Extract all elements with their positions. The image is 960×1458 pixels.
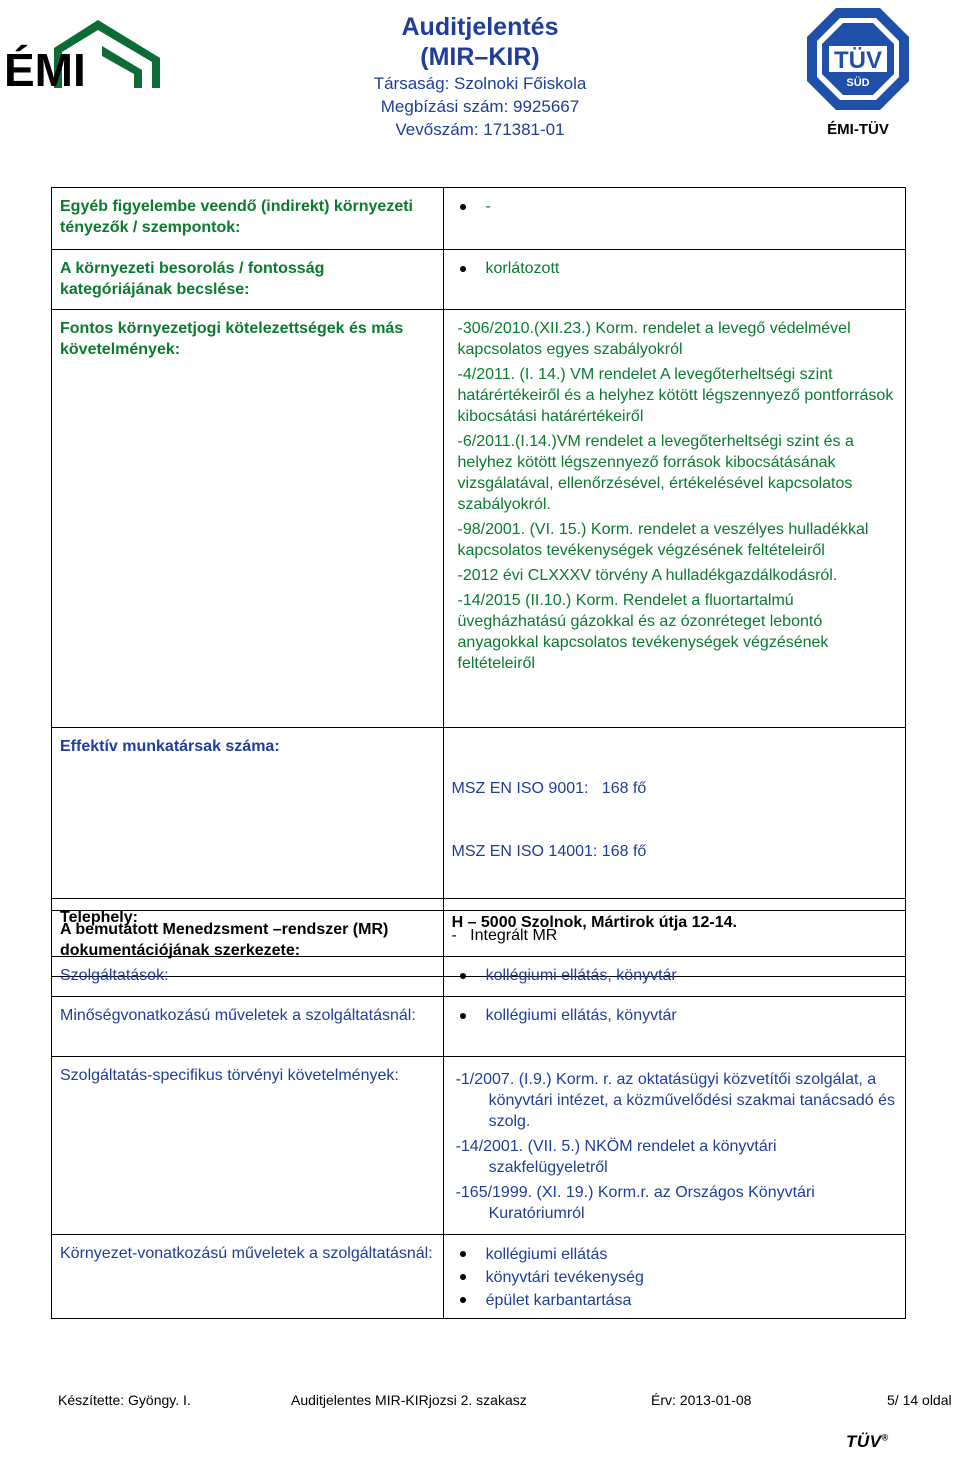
row-value: [443, 310, 905, 728]
footer-author: Készítette: Gyöngy. I.: [58, 1392, 191, 1408]
row-label: A környezeti besorolás / fontosság kategóriájának becslése:: [52, 250, 444, 310]
table-row: [52, 957, 906, 997]
tuv-sud-logo-icon: [805, 6, 911, 140]
table-row: [52, 188, 906, 250]
report-subtitle: (MIR–KIR): [420, 43, 540, 71]
page-header: [0, 0, 960, 160]
row-label: Környezet-vonatkozású műveletek a szolgáltatásnál:: [52, 1235, 444, 1319]
row-value: [443, 1057, 905, 1235]
list-item: -: [452, 196, 897, 217]
footer-document: Auditjelentes MIR-KIRjozsi 2. szakasz: [291, 1392, 527, 1408]
site-value: H – 5000 Szolnok, Mártirok útja 12-14.: [443, 899, 905, 957]
row-label: Egyéb figyelembe veendő (indirekt) környezeti tényezők / szempontok:: [52, 188, 444, 250]
row-value: [443, 728, 905, 911]
list-item: épület karbantartása: [452, 1289, 897, 1312]
row-value: [443, 250, 905, 310]
table-row: [52, 997, 906, 1057]
footer-valid-date: Érv: 2013-01-08: [651, 1392, 752, 1408]
company-line: Társaság: Szolnoki Főiskola: [373, 74, 587, 93]
regulation-item: -14/2015 (II.10.) Korm. Rendelet a fluortartalmú üvegházhatású gázokkal és az ózonréteget lebontó anyagokkal kapcsolatos tevékenységek végzésének feltételeiről: [457, 592, 829, 672]
report-title: Auditjelentés: [401, 13, 559, 41]
row-value: - Integrált MR: [443, 911, 905, 977]
row-label: Effektív munkatársak száma:: [52, 728, 444, 911]
site-table: [51, 898, 906, 1319]
emi-logo-icon: [2, 18, 162, 90]
tuv-footer-text: TÜV: [846, 1432, 882, 1451]
table-row: [52, 250, 906, 310]
table-row: [52, 310, 906, 728]
footer-page-number: 5/ 14 oldal: [887, 1392, 952, 1408]
svg-text:ÉMI-TÜV: ÉMI-TÜV: [827, 121, 889, 138]
regulation-item: -2012 évi CLXXXV törvény A hulladékgazdálkodásról.: [457, 567, 838, 584]
table-row: [52, 899, 906, 957]
row-label: Fontos környezetjogi kötelezettségek és más követelmények:: [52, 310, 444, 728]
regulation-item: -14/2001. (VII. 5.) NKÖM rendelet a könyvtári szakfelügyeletről: [455, 1138, 777, 1176]
table-row: [52, 1235, 906, 1319]
regulation-item: -306/2010.(XII.23.) Korm. rendelet a levegő védelmével kapcsolatos egyes szabályokról: [457, 320, 851, 358]
regulation-item: -1/2007. (I.9.) Korm. r. az oktatásügyi közvetítői szolgálat, a könyvtári intézet, a közművelődési szakmai tanácsadó és szolg.: [455, 1071, 895, 1130]
row-value: [443, 997, 905, 1057]
row-value: [443, 1235, 905, 1319]
svg-text:ÉMI: ÉMI: [4, 44, 86, 90]
row-label: Szolgáltatás-specifikus törvényi követelmények:: [52, 1057, 444, 1235]
row-label: Szolgáltatások:: [52, 957, 444, 997]
regulation-item: -98/2001. (VI. 15.) Korm. rendelet a veszélyes hulladékkal kapcsolatos tevékenységek végzésének feltételeiről: [457, 521, 869, 559]
report-title-block: [300, 12, 660, 141]
employee-count-14001: MSZ EN ISO 14001: 168 fő: [451, 843, 647, 860]
row-label: Minőségvonatkozású műveletek a szolgáltatásnál:: [52, 997, 444, 1057]
page-footer: [58, 1392, 960, 1412]
list-item: kollégiumi ellátás, könyvtár: [452, 1005, 897, 1026]
table-row: [52, 1057, 906, 1235]
regulation-item: -4/2011. (I. 14.) VM rendelet A levegőterheltségi szint határértékeiről és a helyhez kötött légszennyező pontforrások kibocsátási határértékeiről: [457, 366, 894, 425]
employee-count-9001: MSZ EN ISO 9001: 168 fő: [451, 780, 647, 797]
svg-text:SÜD: SÜD: [846, 77, 870, 89]
environmental-table: [51, 187, 906, 977]
row-value: [443, 957, 905, 997]
site-label: Telephely:: [52, 899, 444, 957]
row-value: [443, 188, 905, 250]
regulation-item: -6/2011.(I.14.)VM rendelet a levegőterheltségi szint és a helyhez kötött légszennyező források kibocsátásának vizsgálatával, ellenőrzésével, értékelésével kapcsolatos szabályokról.: [457, 433, 854, 513]
list-item: kollégiumi ellátás, könyvtár: [452, 965, 897, 986]
tuv-footer-logo: TÜV®: [846, 1432, 889, 1451]
regulation-item: -165/1999. (XI. 19.) Korm.r. az Országos Könyvtári Kuratóriumról: [455, 1184, 815, 1222]
svg-text:TÜV: TÜV: [834, 47, 882, 74]
list-item: korlátozott: [452, 258, 897, 279]
table-row: [52, 728, 906, 911]
row-label: A bemutatott Menedzsment –rendszer (MR) dokumentációjának szerkezete:: [52, 911, 444, 977]
customer-number: Vevőszám: 171381-01: [395, 120, 565, 139]
list-item: könyvtári tevékenység: [452, 1266, 897, 1289]
list-item: kollégiumi ellátás: [452, 1243, 897, 1266]
order-number: Megbízási szám: 9925667: [380, 97, 580, 116]
